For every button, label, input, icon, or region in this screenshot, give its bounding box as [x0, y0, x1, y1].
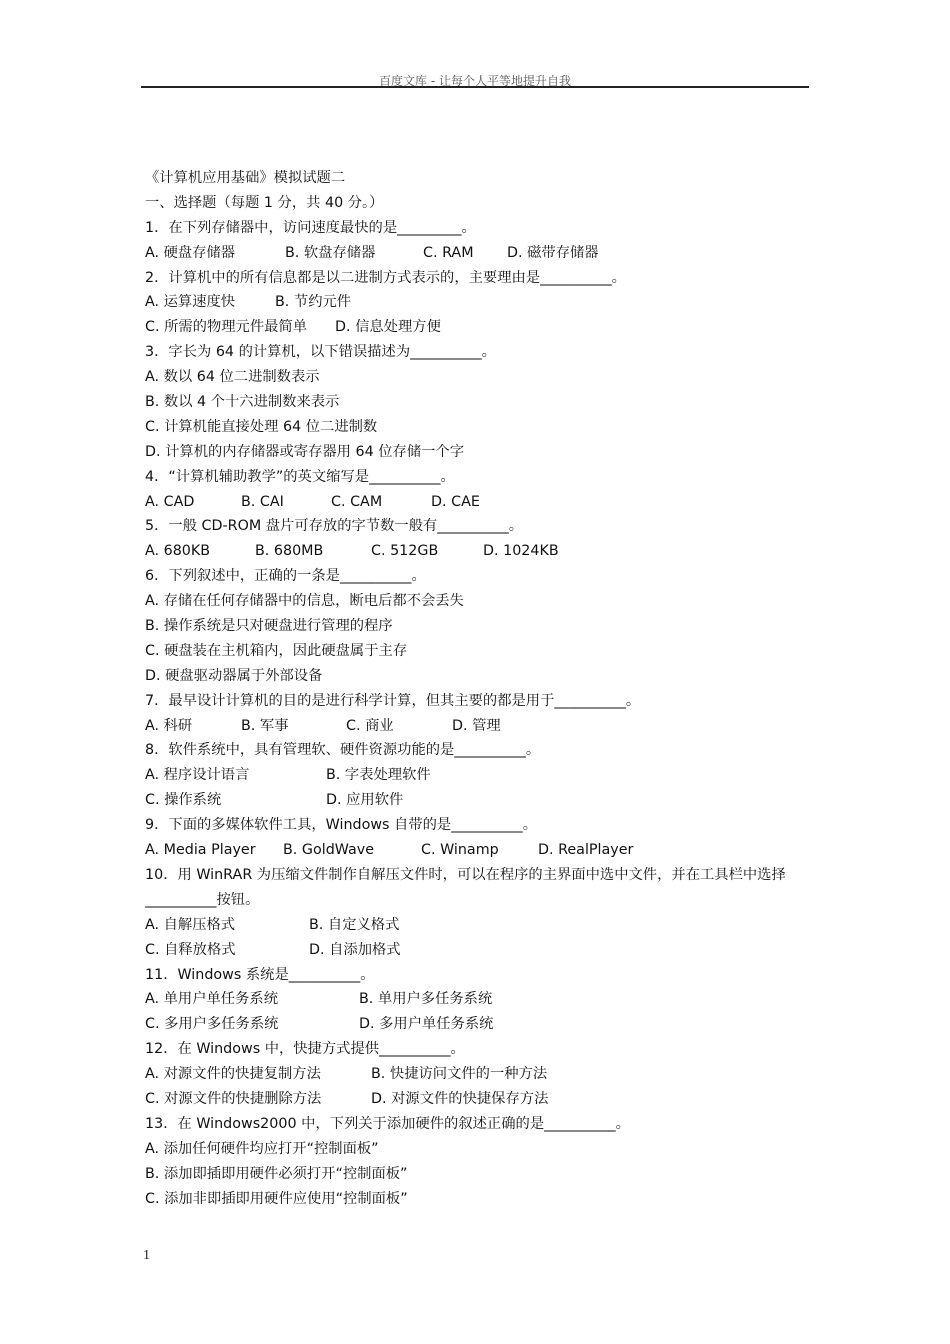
option-B: B. 快捷访问文件的一种方法 [371, 1066, 548, 1083]
option-B: D. 信息处理方便 [335, 319, 441, 336]
option-B: B. 军事 [241, 717, 289, 734]
option-A: A. 对源文件的快捷复制方法 [145, 1066, 321, 1083]
option-D: D. 1024KB [483, 543, 559, 560]
option-row [145, 415, 813, 440]
option-A: C. 所需的物理元件最简单 [145, 319, 308, 336]
option-A: A. 单用户单任务系统 [145, 991, 278, 1008]
option-B: D. 应用软件 [326, 792, 404, 809]
page-number: 1 [143, 1248, 150, 1263]
option-C: C. 商业 [346, 717, 394, 734]
option-C: C. Winamp [421, 842, 499, 859]
option-row [145, 987, 813, 1012]
section-heading: 一、选择题（每题 1 分，共 40 分。） [145, 194, 384, 211]
option-row [145, 315, 813, 340]
option-row [145, 664, 813, 689]
option-A: A. 数以 64 位二进制数表示 [145, 369, 320, 386]
option-row [145, 614, 813, 639]
option-D: D. 磁带存储器 [507, 244, 599, 261]
option-D: D. RealPlayer [538, 842, 634, 859]
option-row [145, 639, 813, 664]
option-row [145, 440, 813, 465]
option-B: B. 字表处理软件 [326, 767, 431, 784]
option-A: A. 自解压格式 [145, 916, 236, 933]
question-13: 13．在 Windows2000 中，下列关于添加硬件的叙述正确的是__________。 [145, 1115, 630, 1132]
option-A: A. Media Player [145, 842, 256, 859]
option-B: B. CAI [241, 493, 284, 510]
option-B: B. 单用户多任务系统 [359, 991, 493, 1008]
option-A: A. 硬盘存储器 [145, 244, 236, 261]
option-B: D. 对源文件的快捷保存方法 [371, 1090, 549, 1107]
option-A: D. 硬盘驱动器属于外部设备 [145, 667, 323, 684]
option-row [145, 365, 813, 390]
option-A: A. 添加任何硬件均应打开“控制面板” [145, 1140, 379, 1157]
option-row [145, 490, 813, 515]
option-B: D. 多用户单任务系统 [359, 1016, 494, 1033]
option-row [145, 539, 813, 564]
option-A: C. 对源文件的快捷删除方法 [145, 1090, 322, 1107]
option-A: A. CAD [145, 493, 195, 510]
option-row [145, 1137, 813, 1162]
question-3: 3．字长为 64 的计算机，以下错误描述为__________。 [145, 344, 496, 361]
option-A: A. 680KB [145, 543, 211, 560]
option-B: B. 软盘存储器 [285, 244, 376, 261]
option-A: D. 计算机的内存储器或寄存器用 64 位存储一个字 [145, 443, 465, 460]
option-B: B. 自定义格式 [309, 916, 400, 933]
option-A: B. 操作系统是只对硬盘进行管理的程序 [145, 618, 393, 635]
option-row [145, 1012, 813, 1037]
option-C: C. CAM [331, 493, 383, 510]
option-B: D. 自添加格式 [309, 941, 401, 958]
option-A: C. 计算机能直接处理 64 位二进制数 [145, 418, 378, 435]
question-6: 6．下列叙述中，正确的一条是__________。 [145, 568, 426, 585]
option-D: D. CAE [431, 493, 480, 510]
option-row [145, 1062, 813, 1087]
exam-title: 《计算机应用基础》模拟试题二 [145, 170, 346, 186]
option-row [145, 714, 813, 739]
header-text: 百度文库 - 让每个人平等地提升自我 [379, 74, 571, 88]
option-row [145, 1087, 813, 1112]
question-list [145, 216, 813, 1212]
option-row [145, 390, 813, 415]
page-header [141, 70, 809, 88]
question-9: 9．下面的多媒体软件工具，Windows 自带的是__________。 [145, 817, 537, 834]
option-row [145, 1187, 813, 1212]
option-A: C. 自释放格式 [145, 941, 236, 958]
question-10: 10．用 WinRAR 为压缩文件制作自解压文件时，可以在程序的主界面中选中文件，并在工具栏中选择__________按钮。 [145, 866, 786, 908]
option-B: B. 680MB [255, 543, 324, 560]
question-5: 5．一般 CD-ROM 盘片可存放的字节数一般有__________。 [145, 518, 524, 535]
option-A: A. 科研 [145, 717, 193, 734]
exam-content [145, 166, 813, 1211]
option-C: C. 512GB [371, 543, 439, 560]
question-11: 11．Windows 系统是__________。 [145, 966, 375, 983]
option-B: B. GoldWave [283, 842, 375, 859]
option-A: A. 存储在任何存储器中的信息，断电后都不会丢失 [145, 593, 464, 610]
option-D: D. 管理 [452, 717, 501, 734]
option-A: C. 硬盘装在主机箱内，因此硬盘属于主存 [145, 642, 408, 659]
option-row [145, 938, 813, 963]
option-A: B. 添加即插即用硬件必须打开“控制面板” [145, 1165, 408, 1182]
option-B: B. 节约元件 [275, 294, 352, 311]
option-row [145, 290, 813, 315]
option-row [145, 763, 813, 788]
option-A: A. 运算速度快 [145, 294, 236, 311]
option-row [145, 838, 813, 863]
option-row [145, 788, 813, 813]
question-8: 8．软件系统中，具有管理软、硬件资源功能的是__________。 [145, 742, 541, 759]
question-1: 1．在下列存储器中，访问速度最快的是_________。 [145, 219, 476, 236]
option-row [145, 1162, 813, 1187]
question-12: 12．在 Windows 中，快捷方式提供__________。 [145, 1041, 465, 1058]
question-7: 7．最早设计计算机的目的是进行科学计算，但其主要的都是用于__________。 [145, 692, 641, 709]
option-A: A. 程序设计语言 [145, 767, 250, 784]
option-A: B. 数以 4 个十六进制数来表示 [145, 394, 340, 411]
option-C: C. RAM [423, 244, 474, 261]
option-A: C. 添加非即插即用硬件应使用“控制面板” [145, 1190, 408, 1207]
option-A: C. 多用户多任务系统 [145, 1016, 279, 1033]
question-4: 4．“计算机辅助教学”的英文缩写是__________。 [145, 468, 455, 485]
option-A: C. 操作系统 [145, 792, 222, 809]
question-2: 2．计算机中的所有信息都是以二进制方式表示的，主要理由是__________。 [145, 269, 626, 286]
option-row [145, 913, 813, 938]
option-row [145, 241, 813, 266]
option-row [145, 589, 813, 614]
